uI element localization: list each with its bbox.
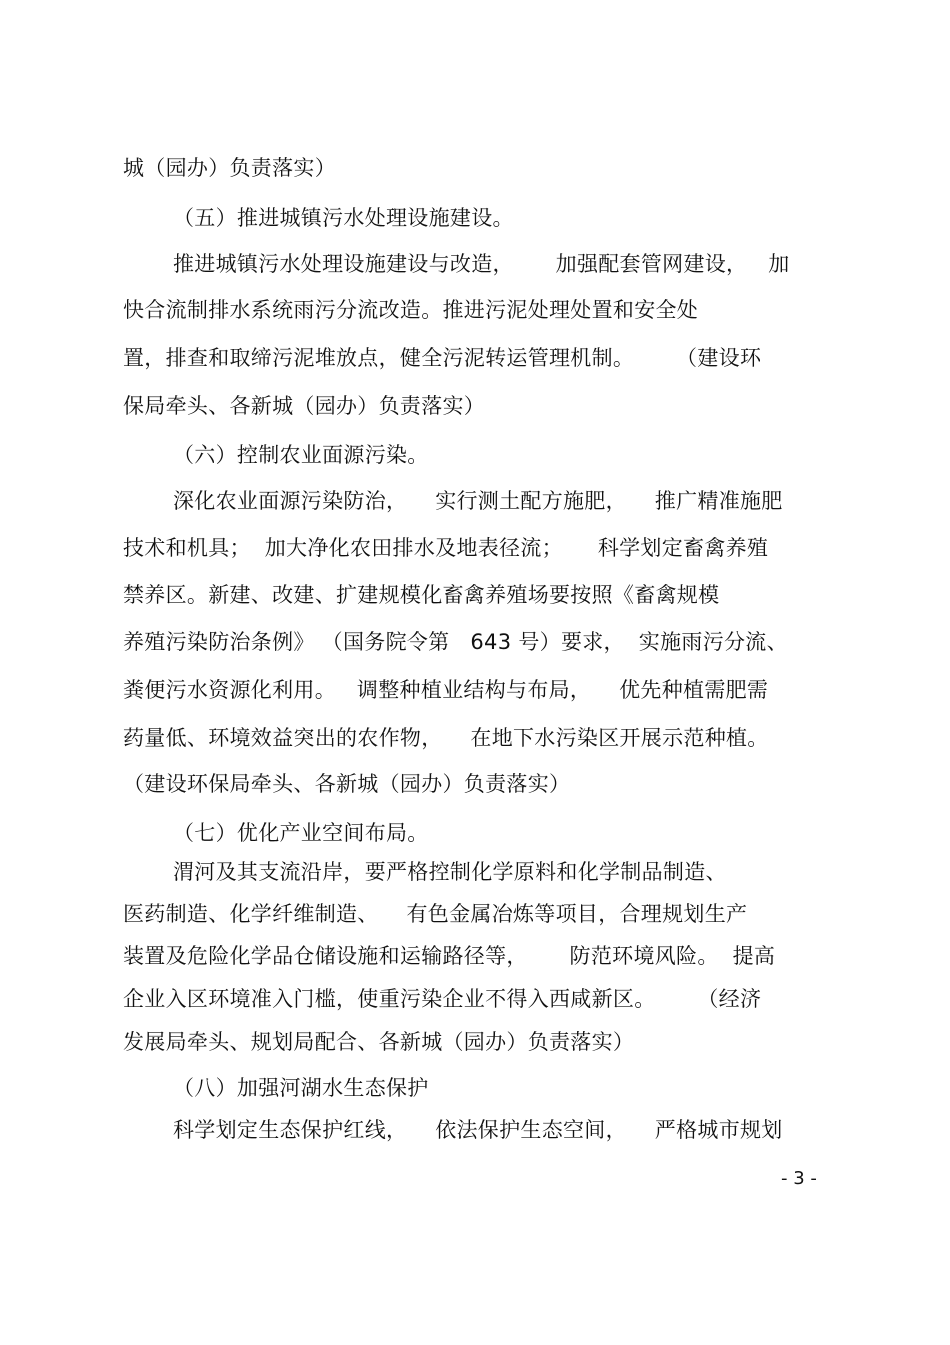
body-text-line: 装置及危险化学品仓储设施和运输路径等， 防范环境风险。 提高 bbox=[123, 944, 776, 968]
body-text-line: 发展局牵头、规划局配合、各新城（园办）负责落实） bbox=[123, 1030, 635, 1054]
body-text-line: 企业入区环境准入门槛，使重污染企业不得入西咸新区。 （经济 bbox=[123, 987, 762, 1011]
body-text-line: 禁养区。新建、改建、扩建规模化畜禽养殖场要按照《畜禽规模 bbox=[123, 583, 720, 607]
body-text-line: 深化农业面源污染防治， 实行测土配方施肥， 推广精准施肥 bbox=[173, 489, 783, 513]
body-text-line: 置，排查和取缔污泥堆放点，健全污泥转运管理机制。 （建设环 bbox=[123, 346, 762, 370]
body-text-line: 养殖污染防治条例》 （国务院令第 643 号）要求， 实施雨污分流、 bbox=[123, 630, 788, 654]
page-number: - 3 - bbox=[781, 1168, 817, 1189]
body-text-line: 城（园办）负责落实） bbox=[123, 156, 336, 180]
body-text-line: （建设环保局牵头、各新城（园办）负责落实） bbox=[123, 772, 571, 796]
body-text-line: 药量低、环境效益突出的农作物， 在地下水污染区开展示范种植。 bbox=[123, 726, 769, 750]
body-text-line: 推进城镇污水处理设施建设与改造， 加强配套管网建设， 加 bbox=[173, 252, 790, 276]
section-heading-7: （七）优化产业空间布局。 bbox=[173, 821, 429, 845]
body-text-line: 保局牵头、各新城（园办）负责落实） bbox=[123, 394, 486, 418]
body-text-line: 渭河及其支流沿岸，要严格控制化学原料和化学制品制造、 bbox=[173, 860, 727, 884]
body-text-line: 科学划定生态保护红线， 依法保护生态空间， 严格城市规划 bbox=[173, 1118, 783, 1142]
body-text-line: 快合流制排水系统雨污分流改造。推进污泥处理处置和安全处 bbox=[123, 298, 699, 322]
section-heading-6: （六）控制农业面源污染。 bbox=[173, 443, 429, 467]
section-heading-5: （五）推进城镇污水处理设施建设。 bbox=[173, 206, 514, 230]
section-heading-8: （八）加强河湖水生态保护 bbox=[173, 1076, 429, 1100]
body-text-line: 粪便污水资源化利用。 调整种植业结构与布局， 优先种植需肥需 bbox=[123, 678, 769, 702]
body-text-line: 技术和机具； 加大净化农田排水及地表径流； 科学划定畜禽养殖 bbox=[123, 536, 769, 560]
body-text-line: 医药制造、化学纤维制造、 有色金属冶炼等项目，合理规划生产 bbox=[123, 902, 748, 926]
